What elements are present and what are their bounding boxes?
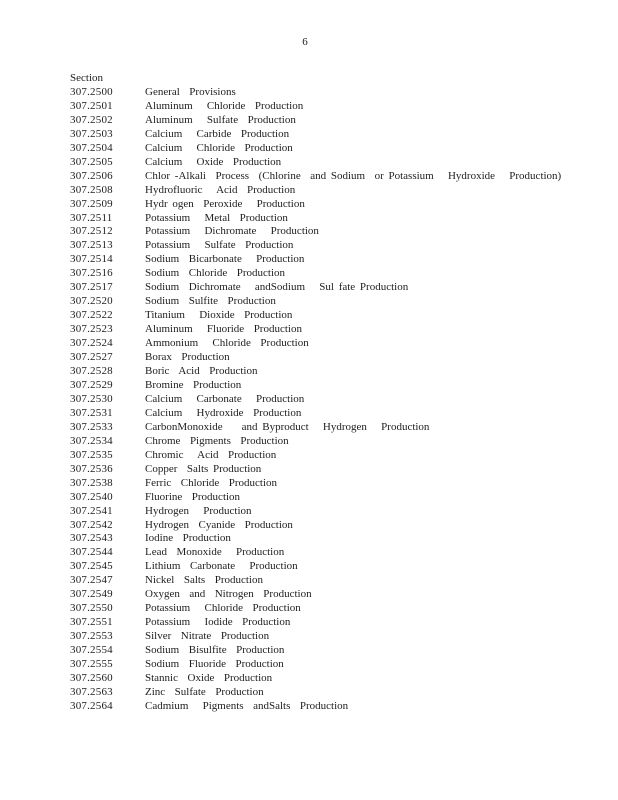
section-title: Potassium Metal Production bbox=[145, 211, 288, 224]
section-number: 307.2551 bbox=[70, 616, 113, 629]
section-title: Lead Monoxide Production bbox=[145, 546, 285, 559]
section-row bbox=[70, 295, 608, 309]
section-title: Copper Salts Production bbox=[145, 462, 262, 475]
section-row bbox=[70, 700, 608, 714]
section-number: 307.2535 bbox=[70, 448, 113, 461]
section-title: Nickel Salts Production bbox=[145, 574, 263, 587]
section-title: Hydrofluoric Acid Production bbox=[145, 183, 296, 196]
section-row bbox=[70, 156, 608, 170]
section-title: General Provisions bbox=[145, 85, 236, 98]
section-title: Stannic Oxide Production bbox=[145, 671, 273, 684]
section-title: Aluminum Sulfate Production bbox=[145, 113, 296, 126]
section-row bbox=[70, 435, 608, 449]
section-number: 307.2516 bbox=[70, 267, 113, 280]
section-row bbox=[70, 491, 608, 505]
section-title: Calcium Carbonate Production bbox=[145, 392, 305, 405]
section-title: Calcium Chloride Production bbox=[145, 141, 293, 154]
section-title: Hydrogen Production bbox=[145, 504, 252, 517]
section-row bbox=[70, 351, 608, 365]
section-row bbox=[70, 184, 608, 198]
section-number: 307.2540 bbox=[70, 490, 113, 503]
section-number: 307.2511 bbox=[70, 211, 113, 224]
section-number: 307.2524 bbox=[70, 337, 113, 350]
section-number: 307.2514 bbox=[70, 253, 113, 266]
section-row bbox=[70, 281, 608, 295]
section-title: Chrome Pigments Production bbox=[145, 434, 289, 447]
section-number: 307.2508 bbox=[70, 183, 113, 196]
section-title: Iodine Production bbox=[145, 532, 231, 545]
section-number: 307.2541 bbox=[70, 504, 113, 517]
section-number: 307.2509 bbox=[70, 197, 113, 210]
section-row bbox=[70, 546, 608, 560]
section-row bbox=[70, 407, 608, 421]
section-row bbox=[70, 267, 608, 281]
section-number: 307.2523 bbox=[70, 323, 113, 336]
section-number: 307.2564 bbox=[70, 699, 113, 712]
section-number: 307.2527 bbox=[70, 351, 113, 364]
section-row bbox=[70, 309, 608, 323]
section-number: 307.2542 bbox=[70, 518, 113, 531]
section-number: 307.2555 bbox=[70, 658, 113, 671]
section-row bbox=[70, 616, 608, 630]
section-title: Aluminum Fluoride Production bbox=[145, 323, 302, 336]
section-title: Potassium Sulfate Production bbox=[145, 239, 294, 252]
section-number: 307.2554 bbox=[70, 644, 113, 657]
section-title: Potassium Chloride Production bbox=[145, 602, 301, 615]
section-title: Cadmium Pigments andSalts Production bbox=[145, 699, 349, 712]
section-number: 307.2553 bbox=[70, 630, 113, 643]
section-title: Lithium Carbonate Production bbox=[145, 560, 298, 573]
section-title: Fluorine Production bbox=[145, 490, 241, 503]
section-row bbox=[70, 365, 608, 379]
section-number: 307.2505 bbox=[70, 155, 113, 168]
section-row bbox=[70, 630, 608, 644]
section-number: 307.2544 bbox=[70, 546, 113, 559]
section-title: Potassium Dichromate Production bbox=[145, 225, 319, 238]
section-row bbox=[70, 379, 608, 393]
section-number: 307.2503 bbox=[70, 127, 113, 140]
section-row bbox=[70, 588, 608, 602]
section-number: 307.2500 bbox=[70, 85, 113, 98]
section-title: Silver Nitrate Production bbox=[145, 630, 270, 643]
section-row bbox=[70, 253, 608, 267]
section-row bbox=[70, 100, 608, 114]
section-number: 307.2522 bbox=[70, 309, 113, 322]
section-row bbox=[70, 128, 608, 142]
section-number: 307.2547 bbox=[70, 574, 113, 587]
section-number: 307.2529 bbox=[70, 378, 113, 391]
section-row bbox=[70, 560, 608, 574]
section-row bbox=[70, 225, 608, 239]
section-title: Zinc Sulfate Production bbox=[145, 685, 264, 698]
section-title: Chlor -Alkali Process (Chlorine and Sodium or Potassium Hydroxide Production) bbox=[145, 169, 562, 182]
section-row bbox=[70, 574, 608, 588]
section-row bbox=[70, 421, 608, 435]
section-row bbox=[70, 505, 608, 519]
section-number: 307.2549 bbox=[70, 588, 113, 601]
section-title: Aluminum Chloride Production bbox=[145, 99, 304, 112]
section-title: CarbonMonoxide and Byproduct Hydrogen Production bbox=[145, 420, 430, 433]
section-row bbox=[70, 449, 608, 463]
section-title: Hydrogen Cyanide Production bbox=[145, 518, 293, 531]
section-title: Boric Acid Production bbox=[145, 365, 258, 378]
section-number: 307.2502 bbox=[70, 113, 113, 126]
section-title: Calcium Hydroxide Production bbox=[145, 406, 302, 419]
section-row bbox=[70, 658, 608, 672]
section-title: Calcium Carbide Production bbox=[145, 127, 290, 140]
section-row bbox=[70, 142, 608, 156]
section-number: 307.2506 bbox=[70, 169, 113, 182]
section-number: 307.2538 bbox=[70, 476, 113, 489]
section-number: 307.2550 bbox=[70, 602, 113, 615]
section-list bbox=[70, 72, 608, 714]
section-row bbox=[70, 323, 608, 337]
section-row bbox=[70, 170, 608, 184]
section-row bbox=[70, 114, 608, 128]
section-title: Borax Production bbox=[145, 351, 230, 364]
section-row bbox=[70, 86, 608, 100]
section-row bbox=[70, 239, 608, 253]
section-title: Oxygen and Nitrogen Production bbox=[145, 588, 312, 601]
section-title: Bromine Production bbox=[145, 378, 242, 391]
section-row bbox=[70, 532, 608, 546]
page-number: 6 bbox=[302, 36, 308, 48]
section-number: 307.2520 bbox=[70, 295, 113, 308]
section-number: 307.2545 bbox=[70, 560, 113, 573]
section-row bbox=[70, 602, 608, 616]
section-number: 307.2528 bbox=[70, 365, 113, 378]
section-title: Sodium Chloride Production bbox=[145, 267, 285, 280]
section-title: Calcium Oxide Production bbox=[145, 155, 282, 168]
section-number: 307.2534 bbox=[70, 434, 113, 447]
section-title: Sodium Dichromate andSodium Sul fate Production bbox=[145, 281, 409, 294]
section-title: Hydr ogen Peroxide Production bbox=[145, 197, 305, 210]
section-number: 307.2513 bbox=[70, 239, 113, 252]
section-title: Sodium Bicarbonate Production bbox=[145, 253, 305, 266]
section-number: 307.2512 bbox=[70, 225, 113, 238]
section-title: Sodium Sulfite Production bbox=[145, 295, 276, 308]
section-row bbox=[70, 477, 608, 491]
section-row bbox=[70, 393, 608, 407]
section-row bbox=[70, 686, 608, 700]
section-row bbox=[70, 519, 608, 533]
section-title: Ammonium Chloride Production bbox=[145, 337, 309, 350]
section-number: 307.2530 bbox=[70, 392, 113, 405]
section-row bbox=[70, 644, 608, 658]
section-title: Ferric Chloride Production bbox=[145, 476, 278, 489]
section-title: Potassium Iodide Production bbox=[145, 616, 291, 629]
section-rows bbox=[70, 86, 608, 714]
section-title: Chromic Acid Production bbox=[145, 448, 277, 461]
section-row bbox=[70, 212, 608, 226]
section-number: 307.2531 bbox=[70, 406, 113, 419]
section-number: 307.2563 bbox=[70, 685, 113, 698]
section-number: 307.2504 bbox=[70, 141, 113, 154]
section-title: Sodium Bisulfite Production bbox=[145, 644, 285, 657]
section-number: 307.2501 bbox=[70, 99, 113, 112]
section-row bbox=[70, 672, 608, 686]
section-row bbox=[70, 337, 608, 351]
section-number: 307.2517 bbox=[70, 281, 113, 294]
section-title: Titanium Dioxide Production bbox=[145, 309, 293, 322]
section-row bbox=[70, 198, 608, 212]
section-number: 307.2536 bbox=[70, 462, 113, 475]
section-number: 307.2533 bbox=[70, 420, 113, 433]
section-number: 307.2543 bbox=[70, 532, 113, 545]
section-row bbox=[70, 463, 608, 477]
section-list-header: Section bbox=[70, 72, 103, 84]
section-number: 307.2560 bbox=[70, 671, 113, 684]
section-title: Sodium Fluoride Production bbox=[145, 658, 284, 671]
